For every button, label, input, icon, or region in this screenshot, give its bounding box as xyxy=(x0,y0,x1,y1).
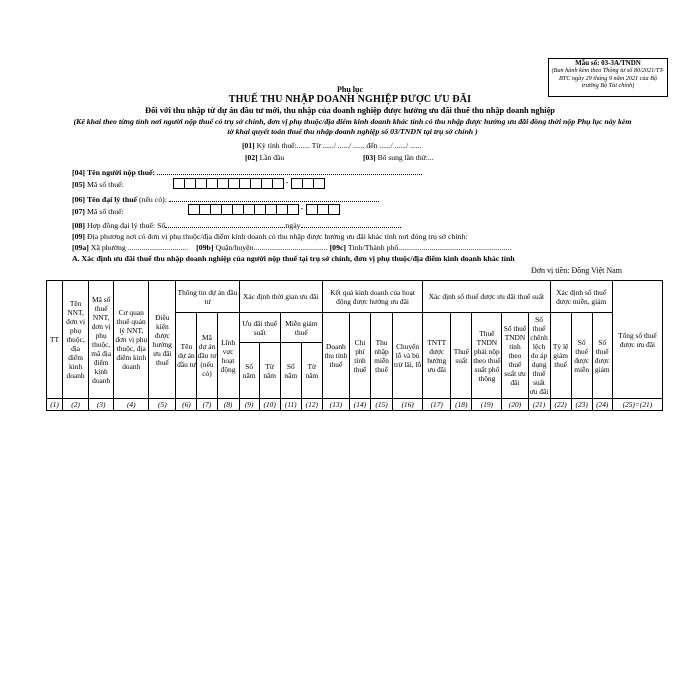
col-num: (5) xyxy=(149,399,176,411)
taxpayer-name-label: Tên người nộp thuế: xyxy=(86,168,156,177)
ward-label[interactable]: Xã phường ............................... xyxy=(90,243,189,252)
locality-label: Địa phương nơi có đơn vị phụ thuộc/địa điểm kinh doanh có thu nhập được hưởng ưu đãi khác tỉnh nơi đóng trụ sở chính: xyxy=(86,232,468,241)
header-conditions: Điều kiện được hưởng ưu đãi thuế xyxy=(149,281,176,399)
supplement-field[interactable] xyxy=(363,153,434,162)
col-num: (24) xyxy=(592,399,612,411)
header-field-of-activity: Lĩnh vực hoạt động xyxy=(217,313,239,399)
first-time-label: Lần đầu xyxy=(259,153,285,162)
agent-contract-tag: [08] xyxy=(72,221,85,230)
col-num: (23) xyxy=(571,399,592,411)
col-num: (15) xyxy=(371,399,393,411)
tax-incentive-table xyxy=(46,280,663,411)
header-preferential-tax: Số thuế TNDN tính theo thuế suất ưu đãi xyxy=(502,313,528,399)
header-exempt-amount: Số thuế được miễn xyxy=(571,313,592,399)
district-label[interactable]: Quận/huyện...................................... xyxy=(215,243,328,252)
taxpayer-name-input[interactable] xyxy=(157,166,422,175)
tax-period-field[interactable] xyxy=(242,141,421,150)
header-exemption-period: Miễn giảm thuế xyxy=(280,313,322,343)
header-tax-authority: Cơ quan thuế quản lý NNT, đơn vị phụ thuộc, địa điểm kinh doanh xyxy=(114,281,149,399)
taxpayer-name-field[interactable] xyxy=(72,166,422,177)
province-label[interactable]: Tỉnh/Thành phố.......................................................... xyxy=(347,243,512,252)
supplement-tag: [03] xyxy=(363,153,376,162)
tax-agent-input[interactable] xyxy=(169,193,379,202)
tax-period-text: Kỳ tính thuế:....... Từ ....../ ....../ ...... đến ....../ ....../ ...... xyxy=(256,141,422,150)
page-subtitle: Đối với thu nhập từ dự án đầu tư mới, thu nhập của doanh nghiệp được hưởng ưu đãi thuế thu nhập doanh nghiệp xyxy=(145,106,555,115)
header-tax-code: Mã số thuế NNT, đơn vị phụ thuộc, mã địa điểm kinh doanh xyxy=(89,281,114,399)
supplement-label: Bổ sung lần thứ:... xyxy=(377,153,434,162)
column-number-row xyxy=(47,399,663,411)
col-num: (11) xyxy=(280,399,301,411)
agent-contract-field[interactable] xyxy=(72,219,401,230)
col-num: (8) xyxy=(217,399,239,411)
ward-tag: [09a] xyxy=(72,243,89,252)
header-incentive-period: Xác định thời gian ưu đãi xyxy=(239,281,322,313)
header-project-name: Tên dự án đầu tư xyxy=(176,313,197,399)
header-reduced-amount: Số thuế được giảm xyxy=(592,313,612,399)
col-num: (2) xyxy=(63,399,89,411)
col-num: (25)=(21) xyxy=(612,399,662,411)
col-num: (9) xyxy=(239,399,259,411)
agent-contract-no-label: Số xyxy=(157,221,166,230)
col-num: (10) xyxy=(259,399,280,411)
locality-field xyxy=(72,232,468,241)
header-tax-rate: Thuế suất xyxy=(451,313,472,399)
header-years-1: Số năm xyxy=(239,343,259,399)
col-num: (12) xyxy=(301,399,322,411)
col-num: (13) xyxy=(322,399,349,411)
header-from-year-2: Từ năm xyxy=(301,343,322,399)
header-standard-tax: Thuế TNDN phải nộp theo thuế suất phổ thông xyxy=(472,313,502,399)
header-exempt-income: Thu nhập miễn thuế xyxy=(371,313,393,399)
agent-contract-no-input[interactable] xyxy=(165,219,285,228)
tax-code-label: Mã số thuế: xyxy=(86,180,124,189)
col-num: (20) xyxy=(502,399,528,411)
tax-code-field xyxy=(72,180,124,189)
header-taxable-revenue: Doanh thu tính thuế xyxy=(322,313,349,399)
header-total: Tổng số thuế được ưu đãi xyxy=(612,281,662,399)
tax-agent-tag: [06] xyxy=(72,195,85,204)
header-deductible-expense: Chi phí tính thuế xyxy=(349,313,370,399)
header-project-code: Mã dự án đầu tư (nếu có) xyxy=(197,313,217,399)
tax-agent-suffix: (nếu có): xyxy=(138,195,167,204)
header-project-info: Thông tin dự án đầu tư xyxy=(176,281,239,313)
agent-contract-label: Hợp đồng đại lý thuế: xyxy=(86,221,156,230)
tax-period-tag: [01] xyxy=(242,141,255,150)
header-from-year-1: Từ năm xyxy=(259,343,280,399)
address-row[interactable] xyxy=(72,243,511,252)
col-num: (4) xyxy=(114,399,149,411)
tax-code-tag: [05] xyxy=(72,180,85,189)
province-tag: [09c] xyxy=(329,243,347,252)
form-code: Mẫu số: 03-3A/TNDN xyxy=(575,59,641,67)
agent-contract-date-label: ngày xyxy=(285,221,301,230)
col-num: (14) xyxy=(349,399,370,411)
header-reduction-rate: Tỷ lệ giảm thuế xyxy=(550,313,571,399)
taxpayer-name-tag: [04] xyxy=(72,168,85,177)
header-exemption: Xác định số thuế được miễn, giảm xyxy=(550,281,612,313)
col-num: (7) xyxy=(197,399,217,411)
header-taxpayer-name: Tên NNT, đơn vị phụ thuộc, địa điểm kinh doanh xyxy=(63,281,89,399)
tax-code-boxes[interactable]: - xyxy=(173,178,324,189)
col-num: (3) xyxy=(89,399,114,411)
locality-tag: [09] xyxy=(72,232,85,241)
first-time-field[interactable] xyxy=(245,153,284,162)
instruction-note: (Kê khai theo từng tỉnh nơi người nộp thuế có trụ sở chính, đơn vị phụ thuộc/địa điểm kinh doanh khác tỉnh có thu nhập được hưởng ưu đãi đồng thời nộp Phụ lục này kèm tờ khai quyết toán thuế thu nhập doanh nghiệp số 03/TNDN tại trụ sở chính ) xyxy=(73,117,632,136)
form-legal-note: (Ban hành kèm theo Thông tư số 80/2021/TT-BTC ngày 29 tháng 9 năm 2021 của Bộ trưởng Bộ Tài chính) xyxy=(551,67,665,90)
tax-agent-field[interactable] xyxy=(72,193,379,204)
page-title: THUẾ THU NHẬP DOANH NGHIỆP ĐƯỢC ƯU ĐÃI xyxy=(228,94,472,105)
header-rate-incentive: Xác định số thuế được ưu đãi thuế suất xyxy=(423,281,550,313)
col-num: (21) xyxy=(528,399,550,411)
header-rate-incentive-period: Ưu đãi thuế suất xyxy=(239,313,280,343)
header-years-2: Số năm xyxy=(280,343,301,399)
header-business-result: Kết quả kinh doanh của hoạt động được hưởng ưu đãi xyxy=(322,281,422,313)
currency-unit: Đơn vị tiền: Đồng Việt Nam xyxy=(531,266,622,275)
header-tt: TT xyxy=(47,281,63,399)
section-a-heading: A. Xác định ưu đãi thuế thu nhập doanh nghiệp của người nộp thuế tại trụ sở chính, đơn vị phụ thuộc/địa điểm kinh doanh khác tỉnh xyxy=(72,254,515,263)
appendix-label: Phụ lục xyxy=(336,85,363,94)
agent-tax-code-tag: [07] xyxy=(72,207,85,216)
tax-agent-label: Tên đại lý thuế xyxy=(86,195,137,204)
col-num: (6) xyxy=(176,399,197,411)
header-loss-carry: Chuyển lỗ và bù trừ lãi, lỗ xyxy=(393,313,423,399)
agent-tax-code-field xyxy=(72,207,124,216)
col-num: (1) xyxy=(47,399,63,411)
header-taxable-income: TNTT được hưởng ưu đãi xyxy=(423,313,451,399)
agent-tax-code-label: Mã số thuế: xyxy=(86,207,124,216)
agent-contract-date-input[interactable] xyxy=(301,219,401,228)
district-tag: [09b] xyxy=(196,243,214,252)
first-time-tag: [02] xyxy=(245,153,258,162)
col-num: (18) xyxy=(451,399,472,411)
header-tax-difference: Số thuế chênh lệch do áp dụng thuế suất ưu đãi xyxy=(528,313,550,399)
agent-tax-code-boxes[interactable]: - xyxy=(188,204,339,215)
col-num: (19) xyxy=(472,399,502,411)
col-num: (22) xyxy=(550,399,571,411)
col-num: (17) xyxy=(423,399,451,411)
col-num: (16) xyxy=(393,399,423,411)
